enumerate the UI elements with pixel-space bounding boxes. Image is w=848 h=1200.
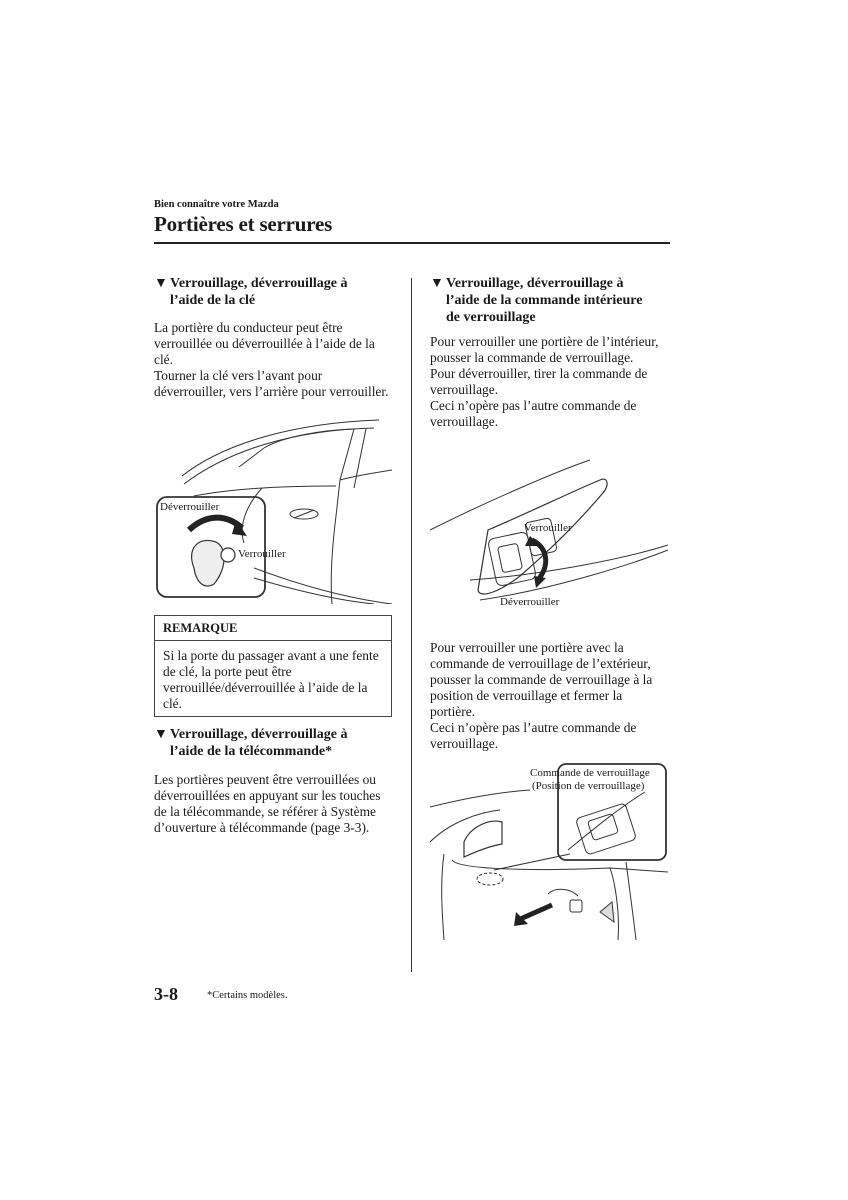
section-exterior-lock — [430, 640, 670, 752]
paragraph: Les portières peuvent être verrouillées ou déverrouillées en appuyant sur les touches de la télécommande, se référer à Système d’ouverture à télécommande (page 3-3). — [154, 772, 381, 835]
heading-line-1: Verrouillage, déverrouillage à — [170, 727, 348, 742]
heading-line-2: l’aide de la télécommande* — [170, 744, 333, 759]
heading-line-2: l’aide de la commande intérieure — [446, 293, 643, 308]
note-text: Si la porte du passager avant a une fente de clé, la porte peut être verrouillée/déverrouillée à l’aide de la clé. — [163, 648, 379, 711]
note-box — [154, 615, 392, 717]
title-rule — [154, 242, 670, 244]
label-lock-lever: Commande de verrouillage — [530, 767, 650, 779]
paragraph: Pour verrouiller une portière de l’intérieur, pousser la commande de verrouillage. — [430, 334, 659, 365]
page-title: Portières et serrures — [154, 212, 333, 236]
column-divider — [411, 278, 412, 972]
label-lock: Verrouiller — [238, 548, 286, 560]
heading-line-2: l’aide de la clé — [170, 293, 256, 308]
paragraph: Pour verrouiller une portière avec la commande de verrouillage de l’extérieur, pousser la commande de verrouillage à la position de verrouillage et fermer la portière. — [430, 640, 653, 719]
section-interior-lock — [430, 275, 670, 430]
paragraph: Tourner la clé vers l’avant pour déverrouiller, vers l’arrière pour verrouiller. — [154, 368, 389, 399]
section-remote — [154, 726, 390, 836]
section-key-lock — [154, 275, 390, 400]
label-unlock: Déverrouiller — [500, 596, 560, 608]
exterior-lock-illustration — [430, 762, 670, 940]
triangle-marker-icon: ▼ — [154, 727, 168, 742]
paragraph: Ceci n’opère pas l’autre commande de verrouillage. — [430, 398, 637, 429]
key-lock-illustration — [154, 418, 394, 604]
interior-lock-illustration — [430, 450, 670, 615]
paragraph: La portière du conducteur peut être verrouillée ou déverrouillée à l’aide de la clé. — [154, 320, 375, 367]
note-heading: REMARQUE — [155, 616, 391, 641]
paragraph: Ceci n’opère pas l’autre commande de verrouillage. — [430, 720, 637, 751]
section-heading — [430, 275, 670, 326]
footnote: *Certains modèles. — [207, 990, 288, 1001]
heading-line-1: Verrouillage, déverrouillage à — [170, 276, 348, 291]
section-heading — [154, 275, 390, 309]
label-unlock: Déverrouiller — [160, 501, 220, 513]
section-heading — [154, 726, 390, 760]
page-number: 3-8 — [154, 984, 178, 1004]
paragraph: Pour déverrouiller, tirer la commande de verrouillage. — [430, 366, 648, 397]
breadcrumb: Bien connaître votre Mazda — [154, 199, 279, 210]
triangle-marker-icon: ▼ — [430, 276, 444, 291]
heading-line-1: Verrouillage, déverrouillage à — [446, 276, 624, 291]
triangle-marker-icon: ▼ — [154, 276, 168, 291]
heading-line-3: de verrouillage — [446, 310, 536, 325]
label-lock: Verrouiller — [524, 522, 572, 534]
label-lock-position: (Position de verrouillage) — [532, 780, 645, 792]
